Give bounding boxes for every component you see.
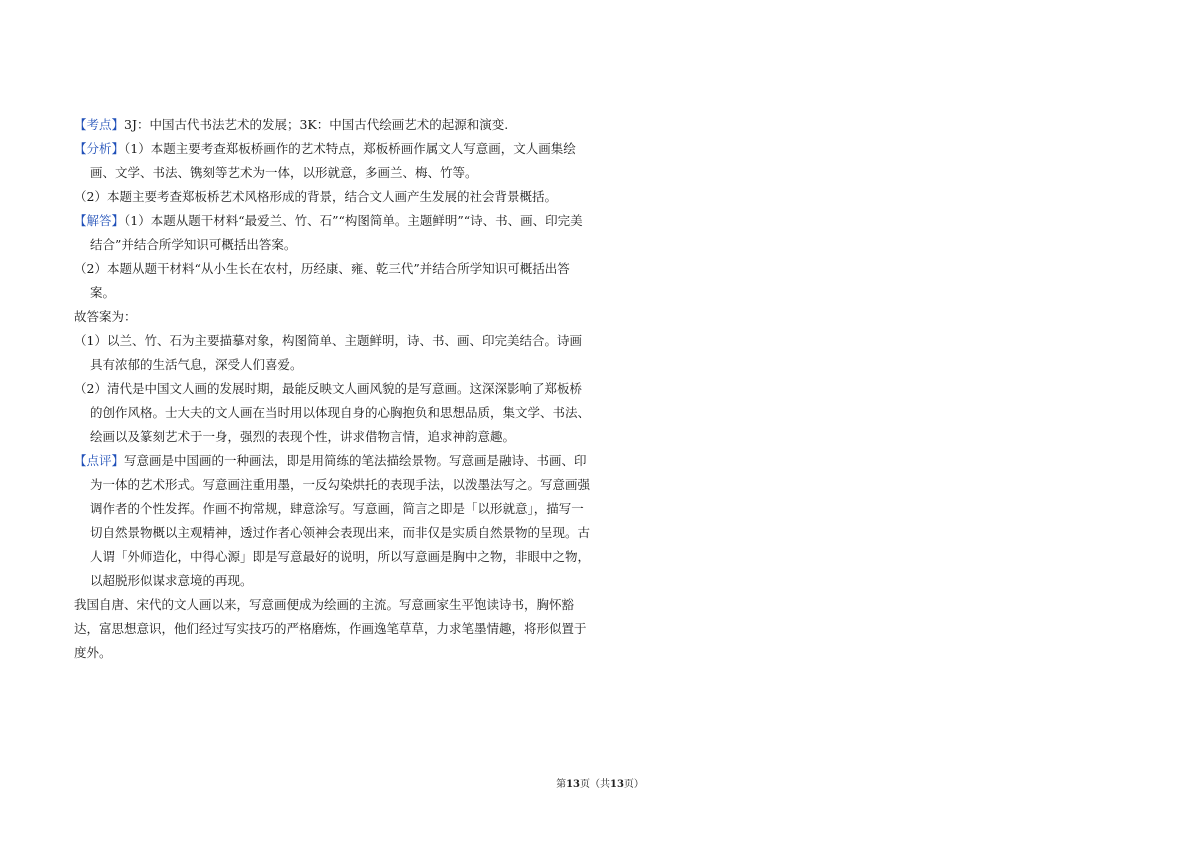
dianping-text: 写意画是中国画的一种画法，即是用简练的笔法描绘景物。写意画是融诗、书画、印为一体的艺术形式。写意画注重用墨，一反勾染烘托的表现手法，以泼墨法写之。写意画强调作者的个性发挥。作画不拘常规，肆意涂写。写意画，简言之即是「以形就意」，描写一切自然景物概以主观精神，透过作者心领神会表现出来，而非仅是实质自然景物的呈现。古人谓「外师造化，中得心源」即是写意最好的说明，所以写意画是胸中之物，非眼中之物，以超脱形似谋求意境的再现。: [90, 453, 591, 588]
jieda-text: （1）本题从题干材料“最爱兰、竹、石”“构图简单。主题鲜明”“诗、书、画、印完美结合”并结合所学知识可概括出答案。: [90, 213, 583, 252]
dianping-tag: 【点评】: [74, 453, 125, 468]
footer-suffix: 页）: [623, 779, 644, 790]
kaodian-tag: 【考点】: [74, 117, 125, 132]
footer-prefix: 第: [556, 779, 567, 790]
footer-middle: 页（共: [580, 779, 610, 790]
answer-text-2: （2）清代是中国文人画的发展时期，最能反映文人画风貌的是写意画。这深深影响了郑板桥的创作风格。士大夫的文人画在当时用以体现自身的心胸抱负和思想品质，集文学、书法、绘画以及篆刻艺术于一身，强烈的表现个性，讲求借物言情，追求神韵意趣。: [74, 381, 591, 444]
fenxi-paragraph-2: [74, 185, 594, 209]
page-content: [74, 113, 594, 665]
answer-intro: [74, 305, 594, 329]
fenxi-tag: 【分析】: [74, 141, 125, 156]
kaodian-text: 3J：中国古代书法艺术的发展；3K：中国古代绘画艺术的起源和演变.: [124, 117, 509, 132]
footer-page-number: 13: [566, 779, 580, 790]
fenxi-text: （1）本题主要考查郑板桥画作的艺术特点，郑板桥画作属文人写意画，文人画集绘画、文学、书法、镌刻等艺术为一体，以形就意，多画兰、梅、竹等。: [90, 141, 576, 180]
kaodian-paragraph: [74, 113, 594, 137]
jieda-paragraph: [74, 209, 594, 257]
jieda-text-2: （2）本题从题干材料“从小生长在农村，历经康、雍、乾三代”并结合所学知识可概括出答案。: [74, 261, 570, 300]
page-footer: [0, 775, 1200, 790]
jieda-paragraph-2: [74, 257, 594, 305]
closing-text: 我国自唐、宋代的文人画以来，写意画便成为绘画的主流。写意画家生平饱读诗书，胸怀豁达，富思想意识，他们经过写实技巧的严格磨炼，作画逸笔草草，力求笔墨情趣，将形似置于度外。: [74, 597, 587, 660]
answer-intro-text: 故答案为：: [74, 309, 137, 324]
closing-paragraph: [74, 593, 594, 665]
answer-text-1: （1）以兰、竹、石为主要描摹对象，构图简单、主题鲜明，诗、书、画、印完美结合。诗画具有浓郁的生活气息，深受人们喜爱。: [74, 333, 582, 372]
jieda-tag: 【解答】: [74, 213, 125, 228]
answer-paragraph-2: [74, 377, 594, 449]
fenxi-paragraph: [74, 137, 594, 185]
fenxi-text-2: （2）本题主要考查郑板桥艺术风格形成的背景，结合文人画产生发展的社会背景概括。: [74, 189, 557, 204]
answer-paragraph-1: [74, 329, 594, 377]
footer-total-pages: 13: [610, 779, 624, 790]
dianping-paragraph: [74, 449, 594, 593]
